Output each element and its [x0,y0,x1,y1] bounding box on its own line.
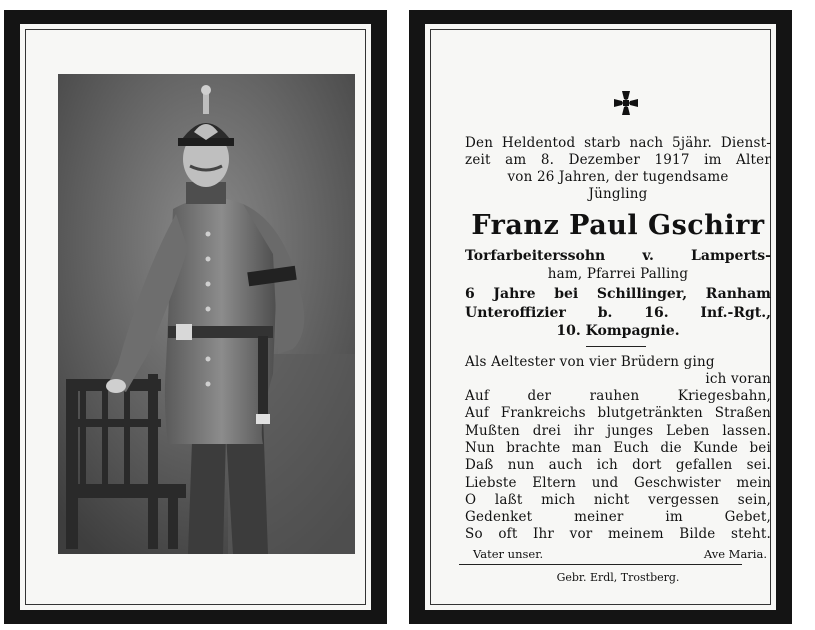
poem-line: Auf der rauhen Kriegesbahn, [465,388,771,404]
detail-line: 10. Kompagnie. [556,323,680,339]
deceased-name: Franz Paul Gschirr [471,210,765,241]
intro-line: von 26 Jahren, der tugendsame [507,169,729,185]
poem-line: Liebste Eltern und Geschwister mein [465,474,771,491]
poem-line: Als Aeltester von vier Brüdern ging [465,354,715,370]
poem-line: Auf Frankreichs blutgetränkten Straßen [465,405,771,422]
soldier-portrait-photo [58,74,355,554]
obituary-text-mat [425,24,776,610]
detail-line: Torfarbeiterssohn v. Lamperts- [465,248,771,264]
portrait-card-mat [20,24,371,610]
intro-line: Den Heldentod starb nach 5jähr. Dienst- [465,135,771,151]
prayer-left: Vater unser. [473,547,544,561]
intro-line: zeit am 8. Dezember 1917 im Alter [465,152,771,168]
printer-credit: Gebr. Erdl, Trostberg. [556,571,680,584]
detail-line: 6 Jahre bei Schillinger, Ranham [465,286,771,302]
intro-line: Jüngling [588,186,648,202]
poem-line: Mußten drei ihr junges Leben lassen. [465,422,771,439]
detail-line: ham, Pfarrei Palling [547,266,689,282]
obituary-text-card [409,10,792,624]
poem-line: O laßt mich nicht vergessen sein, [465,491,771,508]
poem-line: Daß nun auch ich dort gefallen sei. [465,457,771,474]
detail-line: Unteroffizier b. 16. Inf.-Rgt., [465,305,771,321]
printer-divider [459,564,742,565]
obituary-text-panel [441,38,771,596]
iron-cross-icon [613,90,639,116]
poem-line: Nun brachte man Euch die Kunde bei [465,439,771,456]
poem-line: ich voran [705,371,771,387]
prayer-line [473,547,767,561]
poem-line: Gedenket meiner im Gebet, [465,509,771,526]
section-divider [586,346,646,347]
portrait-card [4,10,387,624]
prayer-right: Ave Maria. [703,547,767,561]
poem-line: So oft Ihr vor meinem Bilde steht. [465,526,771,543]
